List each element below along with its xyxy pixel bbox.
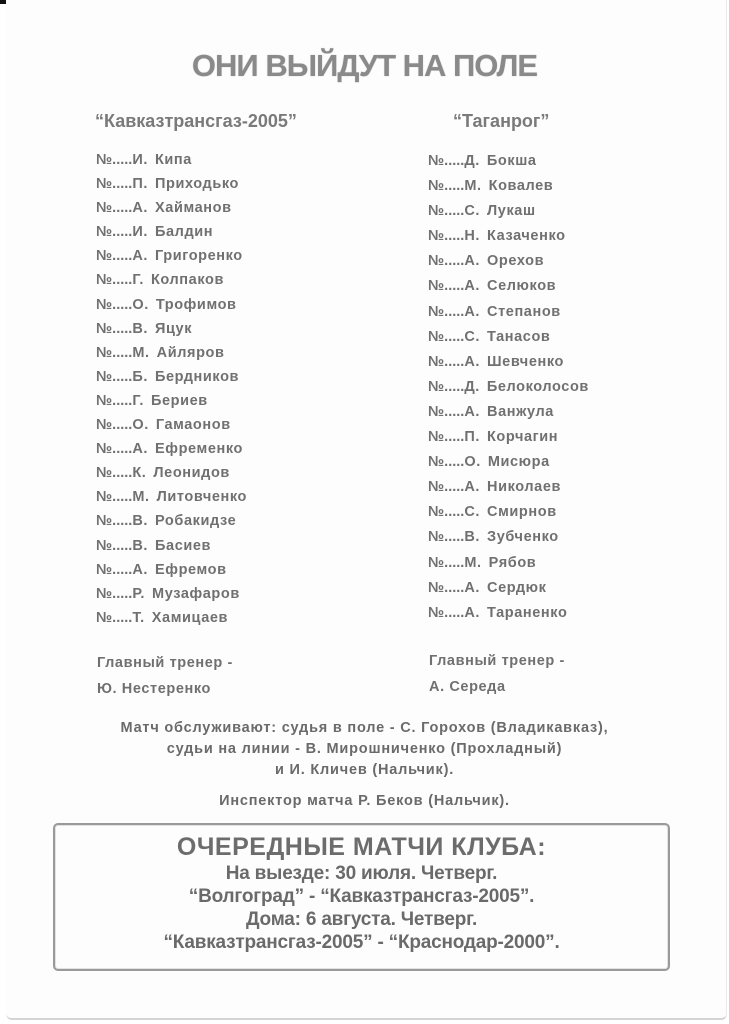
player-number: №..... xyxy=(96,152,133,168)
player-row xyxy=(96,319,247,343)
player-initial: Д. xyxy=(464,153,480,169)
player-initial: С. xyxy=(464,504,481,521)
player-initial: А. xyxy=(464,278,481,295)
player-number: №..... xyxy=(96,344,133,361)
player-surname: Григоренко xyxy=(155,248,243,265)
player-row xyxy=(96,270,247,294)
player-surname: Трофимов xyxy=(155,296,237,313)
player-surname: Хайманов xyxy=(155,200,232,217)
player-surname: Робакидзе xyxy=(155,513,237,530)
officials-line-1: Матч обслуживают: судья в поле - С. Горохов (Владикавказ), xyxy=(120,720,609,736)
player-surname: Леонидов xyxy=(153,465,230,482)
player-row xyxy=(428,553,589,578)
player-number: №..... xyxy=(428,228,465,245)
player-initial: А. xyxy=(464,479,481,496)
player-surname: Лукаш xyxy=(487,203,536,220)
player-row xyxy=(428,527,589,552)
player-initial: С. xyxy=(464,328,481,345)
player-row xyxy=(96,246,247,270)
player-number: №..... xyxy=(428,303,465,320)
player-number: №..... xyxy=(96,200,133,217)
player-surname: Сердюк xyxy=(487,579,547,596)
player-row xyxy=(96,487,247,511)
player-surname: Яцук xyxy=(155,320,193,337)
player-row xyxy=(96,222,247,246)
player-initial: А. xyxy=(464,579,481,596)
player-initial: О. xyxy=(132,296,149,313)
player-surname: Ефремов xyxy=(155,561,227,578)
player-surname: Орехов xyxy=(487,253,545,270)
player-row xyxy=(428,578,589,603)
player-surname: Белоколосов xyxy=(486,378,589,395)
player-surname: Тараненко xyxy=(487,604,568,621)
player-row xyxy=(428,502,589,527)
player-surname: Ефременко xyxy=(155,441,243,458)
player-number: №..... xyxy=(428,579,465,596)
player-initial: В. xyxy=(132,320,149,337)
player-row xyxy=(428,226,589,251)
player-row xyxy=(96,343,247,367)
player-initial: П. xyxy=(132,176,148,193)
player-row xyxy=(96,367,247,391)
home-coach xyxy=(97,653,233,705)
player-number: №..... xyxy=(428,353,465,370)
upcoming-home-date: Дома: 6 августа. Четверг. xyxy=(245,909,478,930)
player-initial: В. xyxy=(132,513,149,530)
player-number: №..... xyxy=(428,153,465,169)
player-initial: А. xyxy=(132,248,149,265)
player-row xyxy=(428,176,589,201)
player-number: №..... xyxy=(96,392,133,409)
player-row xyxy=(96,511,247,535)
player-surname: Литовченко xyxy=(156,489,248,506)
player-number: №..... xyxy=(428,278,465,295)
player-number: №..... xyxy=(96,585,133,602)
player-initial: В. xyxy=(464,529,481,546)
player-row xyxy=(428,276,589,301)
player-initial: Г. xyxy=(132,392,144,409)
player-initial: М. xyxy=(132,489,150,506)
player-number: №..... xyxy=(96,417,133,434)
player-number: №..... xyxy=(428,203,465,220)
player-number: №..... xyxy=(96,561,133,578)
player-number: №..... xyxy=(428,504,465,521)
player-surname: Селюков xyxy=(487,278,557,295)
player-surname: Музафаров xyxy=(152,585,240,602)
player-number: №..... xyxy=(428,454,465,471)
player-surname: Ковалев xyxy=(488,178,554,195)
away-roster xyxy=(428,151,589,628)
player-initial: М. xyxy=(464,554,482,571)
player-initial: А. xyxy=(464,253,481,270)
player-number: №..... xyxy=(428,328,465,345)
player-initial: Б. xyxy=(132,368,148,385)
player-number: №..... xyxy=(96,609,133,626)
player-surname: Колпаков xyxy=(150,272,224,289)
player-surname: Казаченко xyxy=(487,228,566,245)
match-inspector: Инспектор матча Р. Беков (Нальчик). xyxy=(219,793,510,809)
player-number: №..... xyxy=(428,529,465,546)
player-surname: Балдин xyxy=(154,224,214,241)
player-surname: Басиев xyxy=(155,537,212,554)
player-number: №..... xyxy=(96,465,133,482)
player-number: №..... xyxy=(96,176,133,193)
upcoming-matches-header: ОЧЕРЕДНЫЕ МАТЧИ КЛУБА: xyxy=(176,833,547,861)
player-number: №..... xyxy=(428,604,465,621)
player-number: №..... xyxy=(96,513,133,530)
away-coach-label: Главный тренер - xyxy=(429,653,565,669)
player-initial: О. xyxy=(464,454,481,471)
player-number: №..... xyxy=(96,441,133,458)
player-surname: Зубченко xyxy=(487,529,559,546)
scan-corner-mark xyxy=(0,0,6,4)
player-initial: А. xyxy=(464,303,481,320)
player-row xyxy=(96,415,247,439)
player-surname: Кипа xyxy=(154,152,192,168)
player-initial: Д. xyxy=(464,378,480,395)
officials-line-2: судьи на линии - В. Мирошниченко (Прохладный) xyxy=(166,741,563,757)
player-initial: А. xyxy=(132,200,149,217)
player-number: №..... xyxy=(428,554,465,571)
player-initial: О. xyxy=(132,417,149,434)
player-initial: П. xyxy=(464,429,480,446)
player-row xyxy=(428,352,589,377)
player-row xyxy=(428,201,589,226)
player-row xyxy=(96,584,247,608)
player-row xyxy=(428,477,589,502)
player-row xyxy=(428,452,589,477)
player-row xyxy=(96,463,247,487)
player-surname: Степанов xyxy=(487,303,561,320)
player-initial: А. xyxy=(464,604,481,621)
player-surname: Ванжула xyxy=(487,403,554,420)
player-number: №..... xyxy=(96,296,133,313)
player-number: №..... xyxy=(428,253,465,270)
home-coach-name: Ю. Нестеренко xyxy=(97,681,211,697)
page-title: ОНИ ВЫЙДУТ НА ПОЛЕ xyxy=(191,48,538,83)
player-row xyxy=(96,174,247,198)
player-initial: Р. xyxy=(132,585,146,602)
player-row xyxy=(96,439,247,463)
player-surname: Бокша xyxy=(486,153,537,169)
player-initial: Т. xyxy=(132,609,145,626)
player-row xyxy=(428,302,589,327)
player-row xyxy=(96,608,247,632)
upcoming-away-date: На выезде: 30 июля. Четверг. xyxy=(225,863,498,884)
player-row xyxy=(428,251,589,276)
player-number: №..... xyxy=(96,248,133,265)
player-surname: Смирнов xyxy=(487,504,557,521)
player-row xyxy=(96,150,247,174)
player-row xyxy=(96,391,247,415)
player-number: №..... xyxy=(428,429,465,446)
player-surname: Бериев xyxy=(150,392,208,409)
player-surname: Мисюра xyxy=(487,454,550,471)
player-surname: Айляров xyxy=(156,344,225,361)
player-row xyxy=(96,536,247,560)
home-team-name: “Кавказтрансгаз-2005” xyxy=(95,111,297,131)
match-officials xyxy=(0,718,729,812)
upcoming-away-fixture: “Волгоград” - “Кавказтрансгаз-2005”. xyxy=(188,886,535,907)
upcoming-matches-box xyxy=(53,823,670,971)
player-surname: Приходько xyxy=(154,176,239,193)
player-initial: А. xyxy=(464,353,481,370)
away-team-name: “Таганрог” xyxy=(453,111,550,131)
player-row xyxy=(96,295,247,319)
player-surname: Гамаонов xyxy=(155,417,231,434)
player-initial: В. xyxy=(132,537,149,554)
player-row xyxy=(428,377,589,402)
upcoming-home-fixture: “Кавказтрансгаз-2005” - “Краснодар-2000”. xyxy=(163,932,560,953)
player-row xyxy=(96,198,247,222)
player-initial: Н. xyxy=(464,228,481,245)
player-row xyxy=(96,560,247,584)
home-roster xyxy=(96,150,247,632)
player-number: №..... xyxy=(428,378,465,395)
player-initial: И. xyxy=(132,224,148,241)
player-surname: Корчагин xyxy=(486,429,559,446)
player-initial: Г. xyxy=(132,272,144,289)
player-number: №..... xyxy=(96,489,133,506)
player-row xyxy=(428,402,589,427)
player-surname: Танасов xyxy=(487,328,551,345)
player-row xyxy=(428,151,589,176)
player-number: №..... xyxy=(428,178,465,195)
home-coach-label: Главный тренер - xyxy=(97,655,233,671)
player-surname: Бердников xyxy=(154,368,240,385)
player-row xyxy=(428,327,589,352)
player-initial: М. xyxy=(464,178,482,195)
player-row xyxy=(428,427,589,452)
player-surname: Рябов xyxy=(488,554,537,571)
away-coach xyxy=(429,651,565,703)
player-initial: И. xyxy=(132,152,148,168)
away-coach-name: А. Середа xyxy=(429,679,506,695)
player-number: №..... xyxy=(96,537,133,554)
player-number: №..... xyxy=(96,320,133,337)
officials-line-3: и И. Кличев (Нальчик). xyxy=(274,762,455,778)
player-initial: А. xyxy=(132,561,149,578)
player-number: №..... xyxy=(96,368,133,385)
player-number: №..... xyxy=(96,224,133,241)
player-initial: А. xyxy=(132,441,149,458)
player-initial: К. xyxy=(132,465,147,482)
player-initial: С. xyxy=(464,203,481,220)
player-row xyxy=(428,603,589,628)
player-number: №..... xyxy=(96,272,133,289)
player-surname: Хамицаев xyxy=(151,609,229,626)
player-surname: Николаев xyxy=(487,479,562,496)
player-surname: Шевченко xyxy=(487,353,564,370)
player-number: №..... xyxy=(428,403,465,420)
player-initial: М. xyxy=(132,344,150,361)
player-number: №..... xyxy=(428,479,465,496)
player-initial: А. xyxy=(464,403,481,420)
